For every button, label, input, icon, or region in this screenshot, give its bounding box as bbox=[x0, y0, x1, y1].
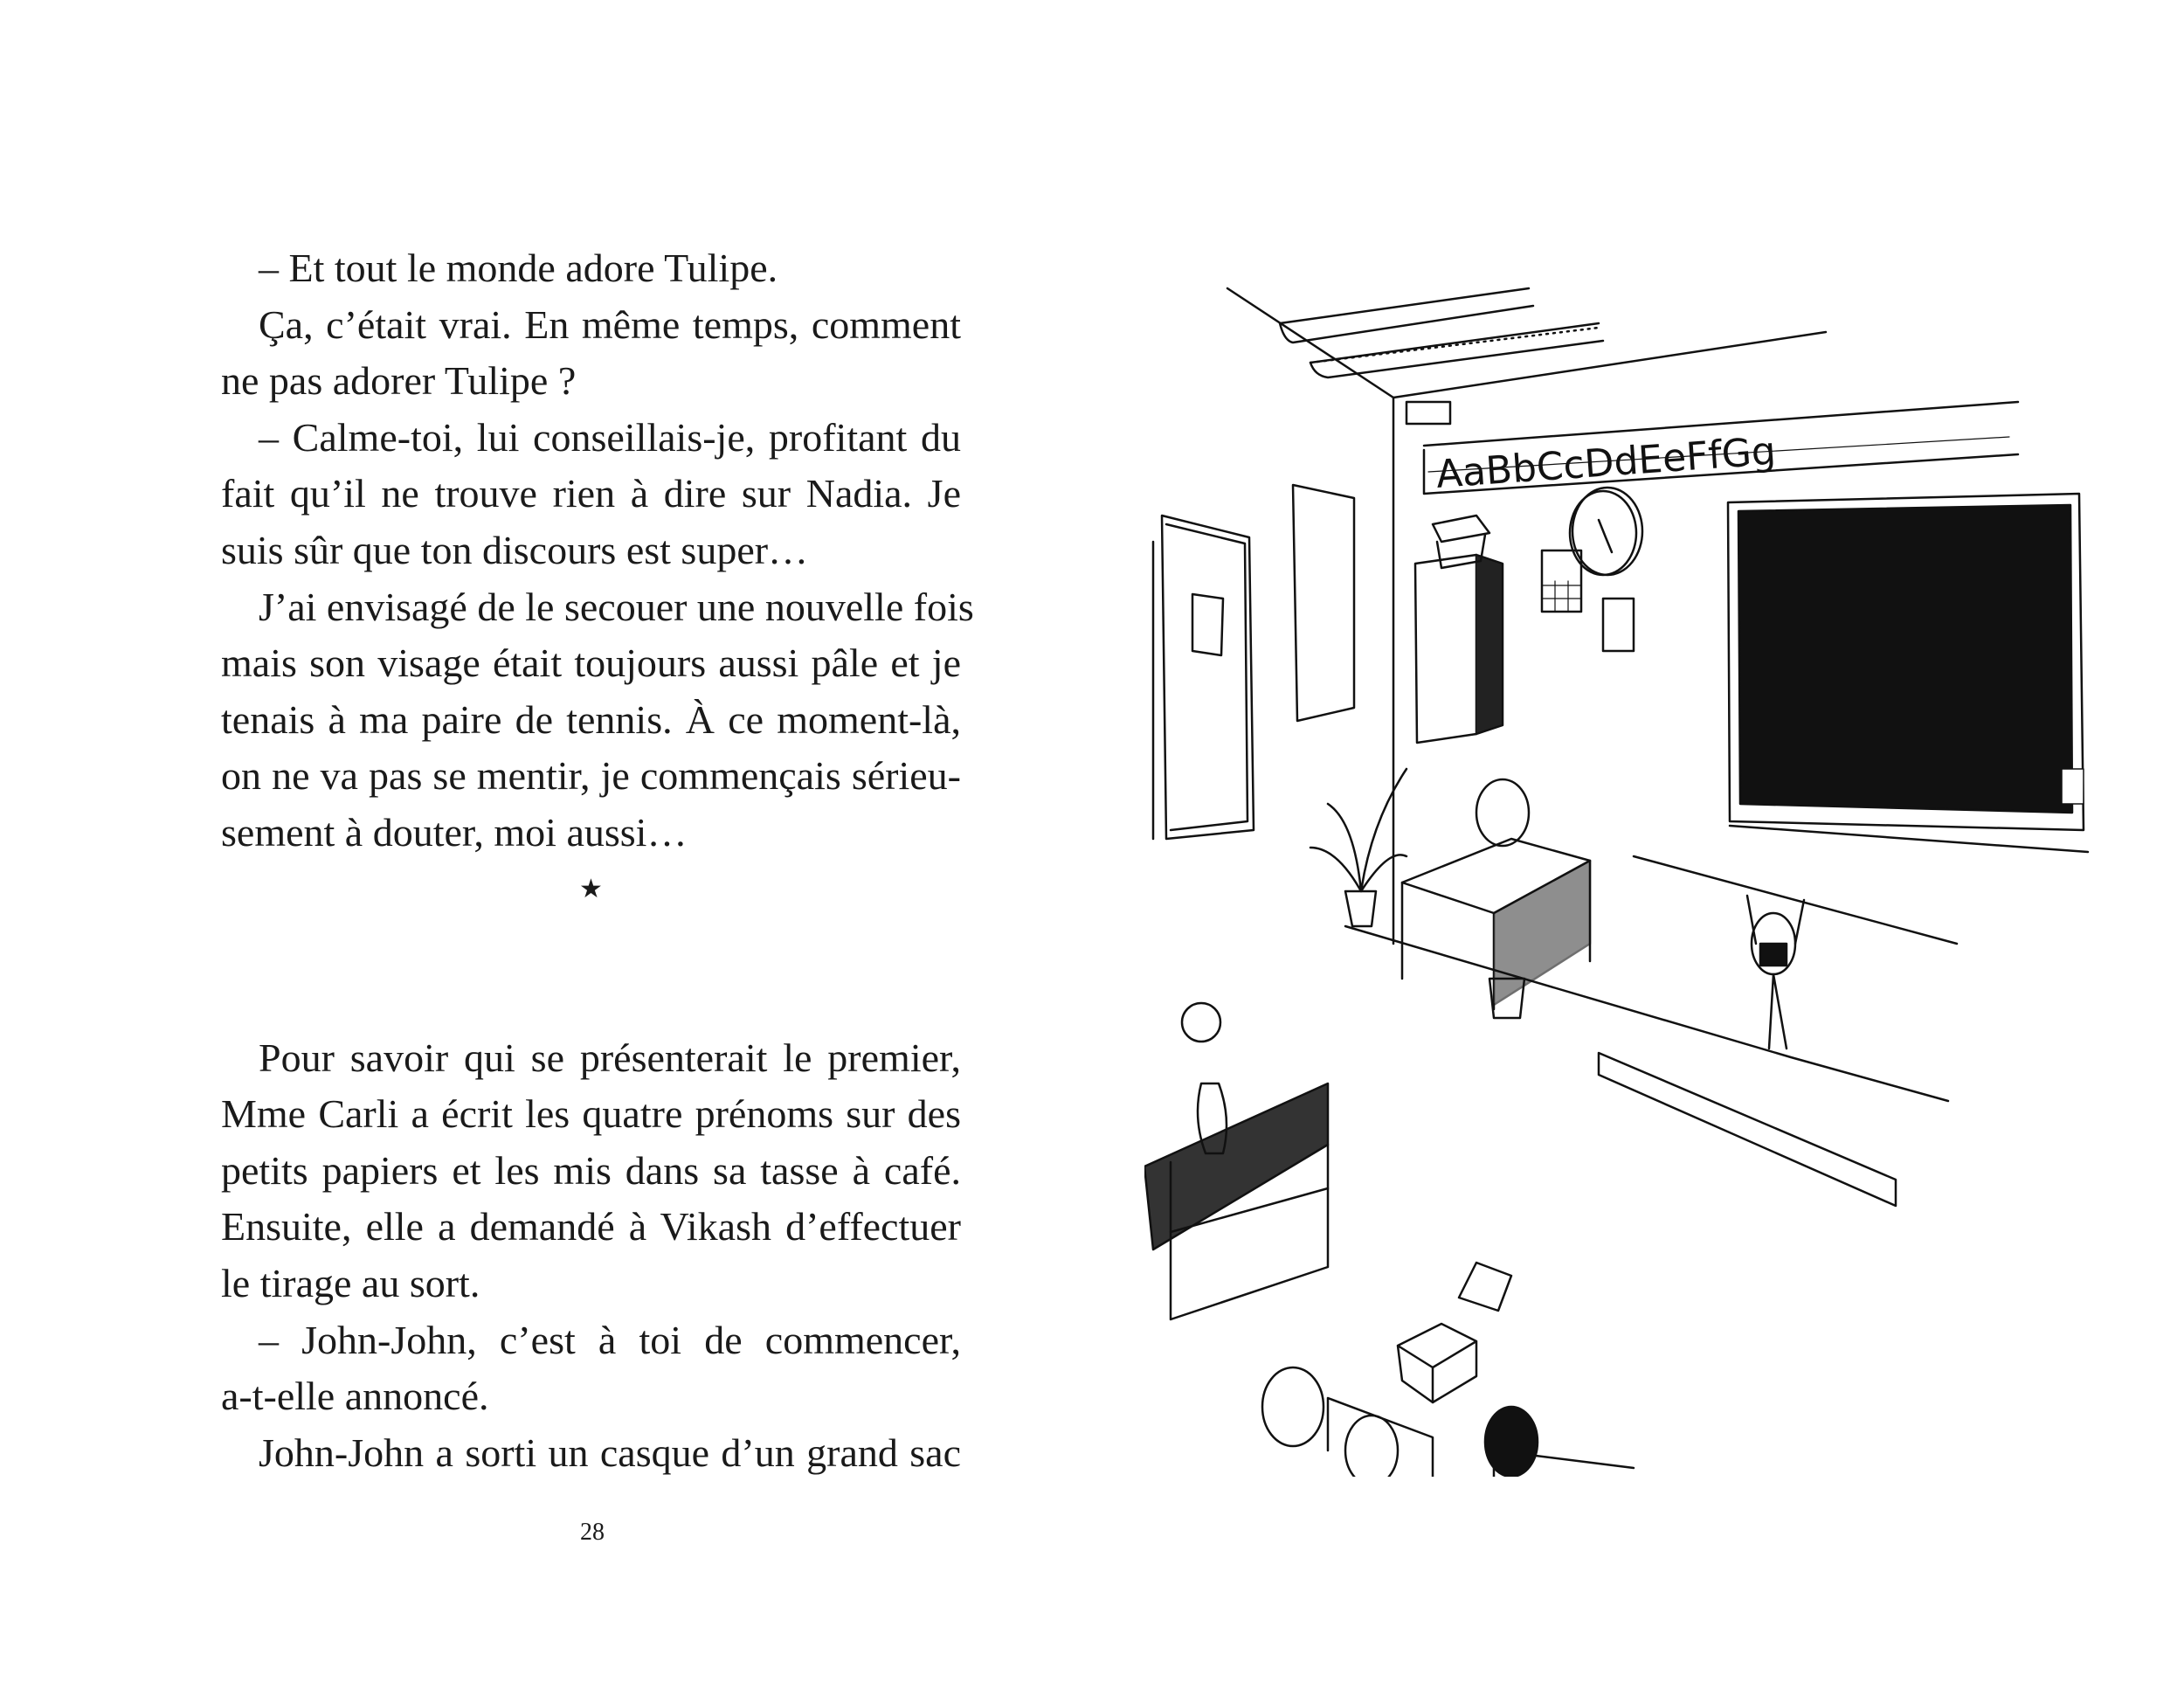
text-line: John-John a sorti un casque d’un grand sac bbox=[259, 1429, 961, 1475]
text-line: – Calme-toi, lui conseillais-je, profitant du bbox=[259, 414, 961, 460]
window bbox=[1153, 516, 1254, 839]
paragraph bbox=[221, 1425, 961, 1482]
bookshelf bbox=[1144, 1083, 1328, 1319]
note bbox=[1603, 599, 1634, 651]
text-line: sement à douter, moi aussi… bbox=[221, 809, 688, 855]
paragraph bbox=[221, 240, 961, 297]
text-line: Pour savoir qui se présenterait le premier, bbox=[259, 1035, 961, 1080]
text-line: Mme Carli a écrit les quatre prénoms sur des bbox=[221, 1091, 961, 1137]
text-line: a-t-elle annoncé. bbox=[221, 1374, 489, 1419]
text-line: petits papiers et les mis dans sa tasse à café. bbox=[221, 1147, 961, 1193]
alphabet-text: AaBbCcDdEeFfGg bbox=[1434, 428, 1778, 497]
paper bbox=[1459, 1263, 1511, 1311]
teacher-desk bbox=[1402, 779, 1590, 1009]
ceiling-lines bbox=[1227, 288, 1826, 944]
text-line: – John-John, c’est à toi de commencer, bbox=[259, 1317, 961, 1362]
section-separator-star-icon: ★ bbox=[579, 874, 603, 903]
student-helmet bbox=[1747, 896, 1804, 1049]
alarm-box bbox=[1406, 402, 1450, 424]
cabinet bbox=[1415, 516, 1503, 743]
text-line: le tirage au sort. bbox=[221, 1260, 480, 1305]
text-line: on ne va pas se mentir, je commençais sérieu- bbox=[221, 753, 961, 799]
page-text bbox=[221, 240, 974, 1481]
text-line: mais son visage était toujours aussi pâle et je bbox=[221, 640, 961, 686]
text-line: J’ai envisagé de le secouer une nouvelle fois bbox=[259, 584, 974, 629]
page-number: 28 bbox=[580, 1519, 605, 1546]
box bbox=[1398, 1324, 1476, 1402]
alphabet-banner bbox=[1424, 402, 2018, 497]
text-line: ne pas adorer Tulipe ? bbox=[221, 358, 577, 404]
chalkboard bbox=[1728, 494, 2088, 852]
text-line: – Et tout le monde adore Tulipe. bbox=[259, 246, 778, 290]
paragraph bbox=[221, 1030, 961, 1312]
poster bbox=[1293, 485, 1354, 721]
text-line: fait qu’il ne trouve rien à dire sur Nadia. Je bbox=[221, 471, 961, 516]
text-line: tenais à ma paire de tennis. À ce moment-là, bbox=[221, 696, 961, 742]
paragraph bbox=[221, 1312, 961, 1425]
text-line: Ça, c’était vrai. En même temps, comment bbox=[259, 301, 961, 347]
paragraph bbox=[221, 297, 961, 410]
paragraph bbox=[221, 410, 961, 579]
paragraph bbox=[221, 579, 974, 862]
classroom-illustration bbox=[1144, 280, 2105, 1477]
plant bbox=[1310, 769, 1406, 926]
student-desks bbox=[1262, 1367, 1634, 1477]
vase-flower bbox=[1182, 1003, 1227, 1153]
stage bbox=[1345, 856, 1957, 1206]
text-line: Ensuite, elle a demandé à Vikash d’effectuer bbox=[221, 1204, 961, 1250]
teacher bbox=[1476, 779, 1529, 846]
calendar bbox=[1542, 550, 1581, 612]
text-line: suis sûr que ton discours est super… bbox=[221, 527, 809, 572]
